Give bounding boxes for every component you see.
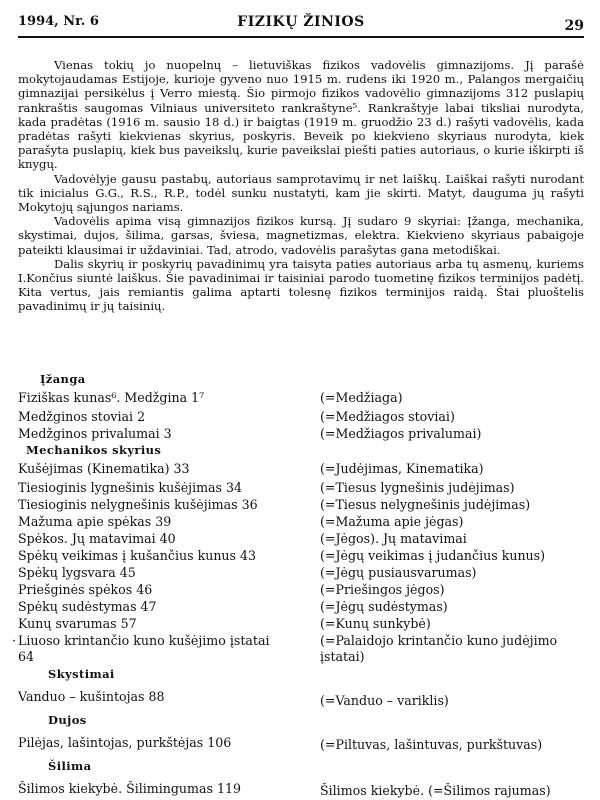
corrected-term: (=Piltuvas, lašintuvas, purkštuvas)	[320, 737, 543, 752]
term-row	[18, 426, 584, 443]
section-heading-row	[18, 713, 584, 731]
original-term: Spėkų veikimas į kušančius kunus 43	[18, 548, 257, 563]
term-row	[18, 409, 584, 426]
corrected-term: (=Vanduo – variklis)	[320, 693, 449, 708]
original-term: Fiziškas kunas⁶. Medžgina 1⁷	[18, 390, 205, 405]
original-term: Medžginos privalumai 3	[18, 426, 172, 441]
page-header	[18, 10, 584, 38]
corrected-term: (=Mažuma apie jėgas)	[320, 514, 464, 529]
corrected-term: (=Medžiagos privalumai)	[320, 426, 482, 441]
corrected-term: (=Jėgų sudėstymas)	[320, 599, 448, 614]
article-body	[18, 58, 584, 314]
corrected-term: Šilimos kiekybė. (=Šilimos rajumas)	[320, 783, 551, 798]
original-term: Tiesioginis nelygnešinis kušėjimas 36	[18, 497, 258, 512]
section-heading: Šilima	[48, 759, 92, 773]
original-term: Tiesioginis lygnešinis kušėjimas 34	[18, 480, 243, 495]
original-term: Šilimos kiekybė. Šilimingumas 119	[18, 781, 241, 796]
corrected-term: (=Tiesus lygnešinis judėjimas)	[320, 480, 515, 495]
corrected-term: (=Jėgos). Jų matavimai	[320, 531, 467, 546]
section-heading: Dujos	[48, 713, 87, 727]
original-term: Spėkos. Jų matavimai 40	[18, 531, 176, 546]
corrected-term: (=Palaidojo krintančio kuno judėjimo įstatai)	[320, 633, 558, 664]
original-term: Spėkų lygsvara 45	[18, 565, 136, 580]
corrected-term: (=Kunų sunkybė)	[320, 616, 431, 631]
original-term: Kunų svarumas 57	[18, 616, 137, 631]
term-row	[18, 777, 584, 796]
corrected-term: (=Jėgų veikimas į judančius kunus)	[320, 548, 546, 563]
page-number: 29	[564, 18, 584, 34]
corrected-term: (=Medžiaga)	[320, 390, 403, 405]
term-row	[18, 390, 584, 409]
corrected-term: (=Tiesus nelygnešinis judėjimas)	[320, 497, 531, 512]
original-term: Pilėjas, lašintojas, purkštėjas 106	[18, 735, 232, 750]
term-row	[18, 531, 584, 548]
term-row	[18, 731, 584, 759]
journal-title: FIZIKŲ ŽINIOS	[237, 14, 365, 30]
section-heading: Skystimai	[48, 667, 115, 681]
term-row	[18, 616, 584, 633]
paragraph: Dalis skyrių ir poskyrių pavadinimų yra taisyta paties autoriaus arba tų asmenų, kuriems I.Končius siuntė laiškus. Šie pavadinimai ir taisiniai parodo tuometinę fizikos terminijos padėtį. Kita vertus, jais remiantis galima aptarti tolesnę fizikos terminijos raidą. Štai pluoštelis pavadinimų ir jų taisinių.	[18, 256, 584, 314]
section-heading-row	[18, 667, 584, 685]
term-row	[18, 497, 584, 514]
paragraph: Vienas tokių jo nuopelnų – lietuviškas fizikos vadovėlis gimnazijoms. Jį parašė mokytojaudamas Estijoje, kurioje gyveno nuo 1915 m. rudens iki 1920 m., Palangos mergaičių gimnazijai persikėlus į Verro miestą. Šio pirmojo fizikos vadovėlio gimnazijoms 312 puslapių rankraštis saugomas Vilniaus universiteto rankraštyne⁵. Rankraštyje labai tiksliai nurodyta, kada pradėtas (1916 m. sausio 18 d.) ir baigtas (1919 m. gruodžio 23 d.) rašyti vadovėlis, kada pradėtas rašyti kiekvienas skyrius, poskyris. Beveik po kiekvieno skyriaus nurodyta, kiek parašyta puslapių, kiek bus paveikslų, kurie paveikslai piešti paties autoriaus, o kurie iškirpti iš knygų.	[18, 58, 584, 172]
section-heading: Mechanikos skyrius	[26, 443, 162, 457]
original-term: Spėkų sudėstymas 47	[18, 599, 157, 614]
original-term: Liuoso krintančio kuno kušėjimo įstatai 64	[18, 633, 270, 664]
term-row	[18, 480, 584, 497]
section-heading-row	[18, 443, 584, 461]
term-row	[18, 461, 584, 480]
term-row	[18, 548, 584, 565]
corrected-term: (=Jėgų pusiausvarumas)	[320, 565, 477, 580]
original-term: Mažuma apie spėkas 39	[18, 514, 172, 529]
bullet-mark: ·	[12, 633, 17, 648]
section-heading-row	[18, 372, 584, 390]
corrected-term: (=Priešingos jėgos)	[320, 582, 445, 597]
paragraph: Vadovėlyje gausu pastabų, autoriaus samprotavimų ir net laiškų. Laiškai rašyti nurodant tik inicialus G.G., R.S., R.P., todėl sunku nustatyti, kam jie skirti. Matyt, dauguma jų rašyti Mokytojų sąjungos nariams.	[18, 171, 584, 215]
paragraph: Vadovėlis apima visą gimnazijos fizikos kursą. Jį sudaro 9 skyriai: Įžanga, mechanika, skystimai, dujos, šilima, garsas, šviesa, magnetizmas, elektra. Kiekvieno skyriaus pabaigoje pateikti klausimai ir uždaviniai. Tad, atrodo, vadovėlis parašytas gana metodiškai.	[18, 214, 584, 257]
original-term: Medžginos stoviai 2	[18, 409, 146, 424]
terms-list	[12, 372, 584, 798]
term-row	[18, 685, 584, 713]
term-row	[18, 514, 584, 531]
original-term: Vanduo – kušintojas 88	[18, 689, 165, 704]
term-row	[12, 633, 584, 667]
section-heading-row	[18, 759, 584, 777]
term-row	[18, 565, 584, 582]
term-row	[18, 582, 584, 599]
original-term: Kušėjimas (Kinematika) 33	[18, 461, 190, 476]
section-heading: Įžanga	[40, 372, 86, 386]
corrected-term: (=Medžiagos stoviai)	[320, 409, 455, 424]
issue-label: 1994, Nr. 6	[18, 14, 99, 29]
term-row	[18, 599, 584, 616]
original-term: Priešginės spėkos 46	[18, 582, 153, 597]
corrected-term: (=Judėjimas, Kinematika)	[320, 461, 484, 476]
